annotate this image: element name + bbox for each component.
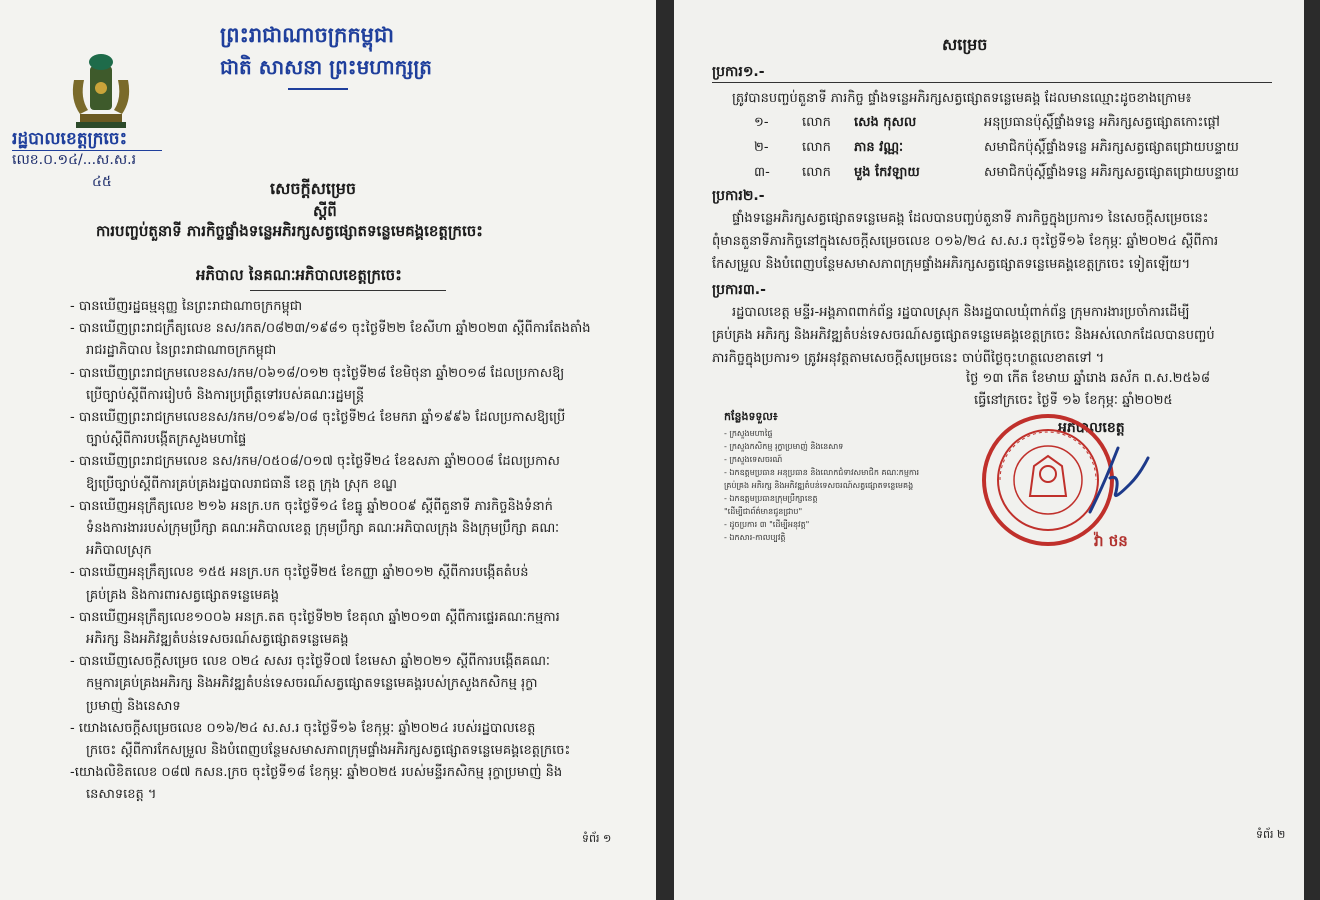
preamble-line: រាជរដ្ឋាភិបាល នៃព្រះរាជាណាចក្រកម្ពុជា bbox=[86, 343, 277, 359]
preamble-line: គ្រប់គ្រង និងការពារសត្វផ្សោតទន្លេមេគង្គ bbox=[86, 587, 279, 603]
preamble-line: ឱ្យប្រើច្បាប់ស្ដីពីការគ្រប់គ្រងរដ្ឋបាលរាជធានី ខេត្ត ក្រុង ស្រុក ខណ្ឌ bbox=[86, 476, 397, 492]
preamble-line: - បានឃើញអនុក្រឹត្យលេខ១០០៦ អនក្រ.តត ចុះថ្ងៃទី២២ ខែតុលា ឆ្នាំ២០១៣ ស្ដីពីការផ្ទេរគណៈកម្មការ bbox=[70, 609, 560, 625]
recipient-item: - ឯកឧត្តមប្រធានក្រុមប្រឹក្សាខេត្ត bbox=[724, 494, 818, 503]
article-1-label: ប្រការ១.- bbox=[712, 64, 765, 80]
authority-line-underline bbox=[250, 290, 446, 291]
person-name: សេង កុសល bbox=[854, 115, 917, 130]
person-honorific: លោក bbox=[802, 165, 831, 180]
preamble-line: កម្មការគ្រប់គ្រងអភិរក្ស និងអភិវឌ្ឍតំបន់ទេសចរណ៍សត្វផ្សោតទន្លេមេគង្គរបស់ក្រសួងកសិកម្ម រុក្ខា bbox=[86, 676, 538, 692]
person-honorific: លោក bbox=[802, 115, 831, 130]
preamble-line: - បានឃើញសេចក្ដីសម្រេច លេខ ០២៤ សសរ ចុះថ្ងៃទី០៧ ខែមេសា ឆ្នាំ២០២១ ស្ដីពីការបង្កើតគណៈ bbox=[70, 654, 550, 670]
article-line: គ្រប់គ្រង អភិរក្ស និងអភិវឌ្ឍតំបន់ទេសចរណ៍សត្វផ្សោតទន្លេមេគង្គខេត្តក្រចេះ និងអស់លោកដែលបានបញ្ចប់ bbox=[712, 328, 1215, 343]
recipient-item: - ក្រសួងកសិកម្ម រុក្ខាប្រមាញ់ និងនេសាទ bbox=[724, 442, 844, 451]
article-1-rule bbox=[712, 82, 1272, 83]
preamble-line: - បានឃើញព្រះរាជក្រឹត្យលេខ នស/រកត/០៨២៣/១៩៨១ ចុះថ្ងៃទី២២ ខែសីហា ឆ្នាំ២០២៣ ស្ដីពីការតែងតាំង bbox=[70, 321, 591, 337]
recipient-item: - ក្រសួងមហាផ្ទៃ bbox=[724, 429, 773, 438]
signer-name: វ៉ា ថន bbox=[1094, 532, 1128, 550]
person-role: អនុប្រធានប៉ុស្ដិ៍ផ្ទាំងទន្លេ អភិរក្សសត្វផ្សោតកោះផ្ដៅ bbox=[984, 115, 1220, 130]
decision-title: សេចក្ដីសម្រេច bbox=[270, 179, 357, 198]
recipient-item: - ឯកឧត្តមប្រធាន អនុប្រធាន និងលោកជំទាវសមាជិក គណៈកម្មការ bbox=[724, 468, 920, 477]
article-1-text: ត្រូវបានបញ្ចប់តួនាទី ភារកិច្ច ផ្ទាំងទន្លេអភិរក្សសត្វផ្សោតទន្លេមេគង្គ ដែលមានឈ្មោះដូចខាងក្រោម៖ bbox=[732, 91, 1192, 106]
article-line: ពុំមានតួនាទីភារកិច្ចនៅក្នុងសេចក្ដីសម្រេចលេខ ០១៦/២៤ ស.ស.រ ចុះថ្ងៃទី១៦ ខែកុម្ភៈ ឆ្នាំ២០២៤ ស្ដីពីការ bbox=[712, 234, 1219, 249]
person-number: ៣- bbox=[754, 165, 770, 180]
ornament-divider bbox=[288, 88, 348, 90]
article-3-label: ប្រការ៣.- bbox=[712, 282, 766, 298]
recipient-item: - ក្រសួងទេសចរណ៍ bbox=[724, 455, 783, 464]
preamble-line: - យោងសេចក្ដីសម្រេចលេខ ០១៦/២៤ ស.ស.រ ចុះថ្ងៃទី១៦ ខែកុម្ភៈ ឆ្នាំ២០២៤ របស់រដ្ឋបាលខេត្ត bbox=[70, 720, 536, 736]
preamble-line: ទំនងការងាររបស់ក្រុមប្រឹក្សា គណៈអភិបាលខេត្ត ក្រុមប្រឹក្សា គណៈអភិបាលក្រុង និងក្រុមប្រឹក្សា គណៈ bbox=[86, 521, 560, 536]
preamble-line: អភិរក្ស និងអភិវឌ្ឍតំបន់ទេសចរណ៍សត្វផ្សោតទន្លេមេគង្គ bbox=[86, 632, 349, 647]
person-name: មួង កែវឡាយ bbox=[854, 165, 920, 180]
article-line: ផ្ទាំងទន្លេអភិរក្សសត្វផ្សោតទន្លេមេគង្គ ដែលបានបញ្ចប់តួនាទី ភារកិច្ចក្នុងប្រការ១ នៃសេចក្ដីសម្រេចនេះ bbox=[732, 211, 1209, 226]
document-page-1 bbox=[0, 0, 656, 900]
issuing-authority: រដ្ឋបាលខេត្តក្រចេះ bbox=[12, 129, 128, 149]
governor-title: អភិបាលខេត្ត bbox=[1058, 420, 1125, 436]
signature-icon bbox=[1074, 438, 1154, 518]
person-honorific: លោក bbox=[802, 140, 831, 155]
preamble-line: ប្រើច្បាប់ស្ដីពីការរៀបចំ និងការប្រព្រឹត្តទៅរបស់គណៈរដ្ឋមន្ត្រី bbox=[86, 387, 365, 403]
kingdom-header: ព្រះរាជាណាចក្រកម្ពុជា bbox=[220, 23, 395, 47]
preamble-line: ក្រចេះ ស្ដីពីការកែសម្រួល និងបំពេញបន្ថែមសមាសភាពក្រុមផ្ទាំងអភិរក្សសត្វផ្សោតទន្លេមេគង្គខេត្តក្រចេះ bbox=[86, 743, 571, 758]
recipient-item: - ដូចប្រការ ៣ "ដើម្បីអនុវត្ត" bbox=[724, 520, 810, 529]
recipient-item: - ឯកសារ-កាលប្បវត្តិ bbox=[724, 533, 786, 542]
decision-subject-label: ស្ដីពី bbox=[313, 202, 337, 220]
person-number: ១- bbox=[754, 115, 769, 130]
preamble-line: - បានឃើញអនុក្រឹត្យលេខ ១៥៥ អនក្រ.បក ចុះថ្ងៃទី២៥ ខែកញ្ញា ឆ្នាំ២០១២ ស្ដីពីការបង្កើតតំបន់ bbox=[70, 565, 529, 581]
preamble-line: - បានឃើញព្រះរាជក្រមលេខនស/រកម/០៦១៨/០១២ ចុះថ្ងៃទី២៨ ខែមិថុនា ឆ្នាំ២០១៨ ដែលប្រកាសឱ្យ bbox=[70, 365, 565, 381]
lunar-date: ថ្ងៃ ១៣ កើត ខែមាឃ ឆ្នាំរោង ឆស័ក ព.ស.២៥៦៨ bbox=[966, 371, 1211, 386]
preamble-line: អភិបាលស្រុក bbox=[86, 543, 152, 559]
person-number: ២- bbox=[754, 140, 769, 155]
solar-date: ធ្វើនៅក្រចេះ ថ្ងៃទី ១៦ ខែកុម្ភៈ ឆ្នាំ២០២៥ bbox=[974, 393, 1173, 408]
article-line: រដ្ឋបាលខេត្ត មន្ទីរ-អង្គភាពពាក់ព័ន្ធ រដ្ឋបាលស្រុក និងរដ្ឋបាលឃុំពាក់ព័ន្ធ ក្រុមការងារប្រចាំការដើម្បី bbox=[732, 305, 1190, 320]
article-line: ភារកិច្ចក្នុងប្រការ១ ត្រូវអនុវត្តតាមសេចក្ដីសម្រេចនេះ ចាប់ពីថ្ងៃចុះហត្ថលេខាតទៅ ។ bbox=[712, 351, 1105, 366]
person-role: សមាជិកប៉ុស្ដិ៍ផ្ទាំងទន្លេ អភិរក្សសត្វផ្សោតជ្រោយបន្ទាយ bbox=[984, 165, 1239, 180]
document-page-2 bbox=[674, 0, 1304, 900]
national-motto: ជាតិ សាសនា ព្រះមហាក្សត្រ bbox=[220, 55, 432, 79]
page-number: ទំព័រ ២ bbox=[1256, 828, 1286, 841]
preamble-line: ច្បាប់ស្ដីពីការបង្កើតក្រសួងមហាផ្ទៃ bbox=[86, 432, 247, 448]
preamble-line: -យោងលិខិតលេខ ០៨៧ កសន.ក្រច ចុះថ្ងៃទី១៨ ខែកុម្ភៈ ឆ្នាំ២០២៥ របស់មន្ទីរកសិកម្ម រុក្ខាប្រមាញ់ និង bbox=[70, 765, 563, 781]
preamble-line: - បានឃើញព្រះរាជក្រមលេខ នស/រកម/០៥០៨/០១៧ ចុះថ្ងៃទី២៤ ខែឧសភា ឆ្នាំ២០០៨ ដែលប្រកាស bbox=[70, 454, 560, 470]
reference-number: លេខ.០.១៤/...ស.ស.រ bbox=[12, 152, 137, 168]
person-name: ភាន វណ្ណៈ bbox=[854, 140, 904, 155]
page-number: ទំព័រ ១ bbox=[582, 832, 612, 845]
preamble-line: ប្រមាញ់ និងនេសាទ bbox=[86, 698, 181, 714]
recipients-title: កន្លែងទទួល៖ bbox=[724, 410, 778, 423]
royal-coat-of-arms-icon bbox=[66, 50, 136, 132]
article-2-label: ប្រការ២.- bbox=[712, 188, 765, 204]
article-line: កែសម្រួល និងបំពេញបន្ថែមសមាសភាពក្រុមផ្ទាំងអភិរក្សសត្វផ្សោតទន្លេមេគង្គខេត្តក្រចេះ ទៀតឡើយ។ bbox=[712, 257, 1191, 272]
preamble-line: - បានឃើញព្រះរាជក្រមលេខនស/រកម/០១៩៦/០៨ ចុះថ្ងៃទី២៤ ខែមករា ឆ្នាំ១៩៩៦ ដែលប្រកាសឱ្យប្រើ bbox=[70, 410, 566, 425]
preamble-line: - បានឃើញរដ្ឋធម្មនុញ្ញ នៃព្រះរាជាណាចក្រកម្ពុជា bbox=[70, 299, 303, 314]
decision-section-title: សម្រេច bbox=[942, 35, 988, 54]
preamble-line: - បានឃើញអនុក្រឹត្យលេខ ២១៦ អនក្រ.បក ចុះថ្ងៃទី១៤ ខែធ្នូ ឆ្នាំ២០០៩ ស្ដីពីតួនាទី ភារកិច្ចនិងទំនាក់ bbox=[70, 498, 553, 514]
decision-heading: ការបញ្ចប់តួនាទី ភារកិច្ចផ្ទាំងទន្លេអភិរក្សសត្វផ្សោតទន្លេមេគង្គខេត្តក្រចេះ bbox=[96, 222, 483, 240]
preamble-line: នេសាទខេត្ត ។ bbox=[86, 787, 157, 803]
governor-authority-line: អភិបាល នៃគណៈអភិបាលខេត្តក្រចេះ bbox=[196, 266, 402, 284]
recipient-item: គ្រប់គ្រង អភិរក្ស និងអភិវឌ្ឍតំបន់ទេសចរណ៍សត្វផ្សោតទន្លេមេគង្គ bbox=[724, 481, 914, 490]
recipient-item: "ដើម្បីជាព័ត៌មានជូនជ្រាប" bbox=[724, 507, 803, 516]
reference-mark: ៤៥ bbox=[92, 174, 112, 190]
person-role: សមាជិកប៉ុស្ដិ៍ផ្ទាំងទន្លេ អភិរក្សសត្វផ្សោតជ្រោយបន្ទាយ bbox=[984, 140, 1239, 155]
